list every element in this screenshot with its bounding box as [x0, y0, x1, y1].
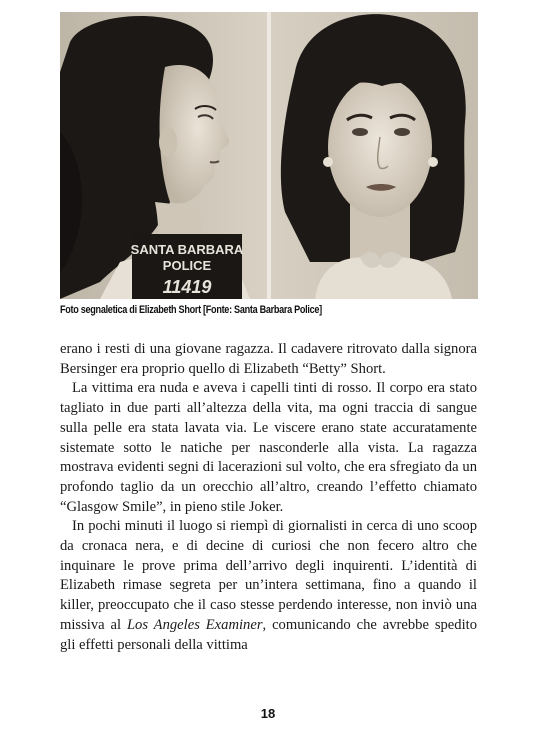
paragraph-3-text-after: , comunicando che avrebbe spedito gli effetti personali della vittima: [60, 616, 477, 653]
mugshot-photo: [60, 12, 478, 299]
frontal-portrait: [281, 14, 466, 299]
placard-line2: POLICE: [162, 258, 212, 273]
newspaper-title: Los Angeles Examiner: [126, 616, 263, 633]
placard-line1: SANTA BARBARA: [130, 242, 244, 257]
photo-caption: Foto segnaletica di Elizabeth Short [Fonte: Santa Barbara Police]: [60, 304, 322, 316]
paragraph-2: La vittima era nuda e aveva i capelli tinti di rosso. Il corpo era stato tagliato in due parti all’altezza della vita, ma ogni traccia di sangue sulla pelle era stata lavata via. Le viscere erano state accuratamente sistemate sotto le natiche per nasconderle alla vista. La ragazza mostrava evidenti segni di lacerazioni sul volto, che era sfregiato da un profondo taglio da un orecchio all’altro, creando l’effetto chiamato “Glasgow Smile”, in pieno stile Joker.: [60, 380, 477, 515]
body-text: [60, 340, 477, 655]
paragraph-1: erano i resti di una giovane ragazza. Il cadavere ritrovato dalla signora Bersinger era proprio quello di Elizabeth “Betty” Short.: [60, 341, 477, 377]
page-number: 18: [260, 706, 276, 721]
paragraph-3-text-before: In pochi minuti il luogo si riempì di giornalisti in cerca di uno scoop da cronaca nera, e di decine di curiosi che non fecero altro che inquinare le prove prima dell’arrivo degli inquirenti. L’identità di Elizabeth rimase segreta per un’intera settimana, fino a quando il killer, preoccupato che il caso stesse perdendo interesse, non inviò una missiva al: [60, 518, 477, 633]
placard-number: 11419: [162, 277, 212, 297]
paragraph-3: [60, 517, 477, 655]
